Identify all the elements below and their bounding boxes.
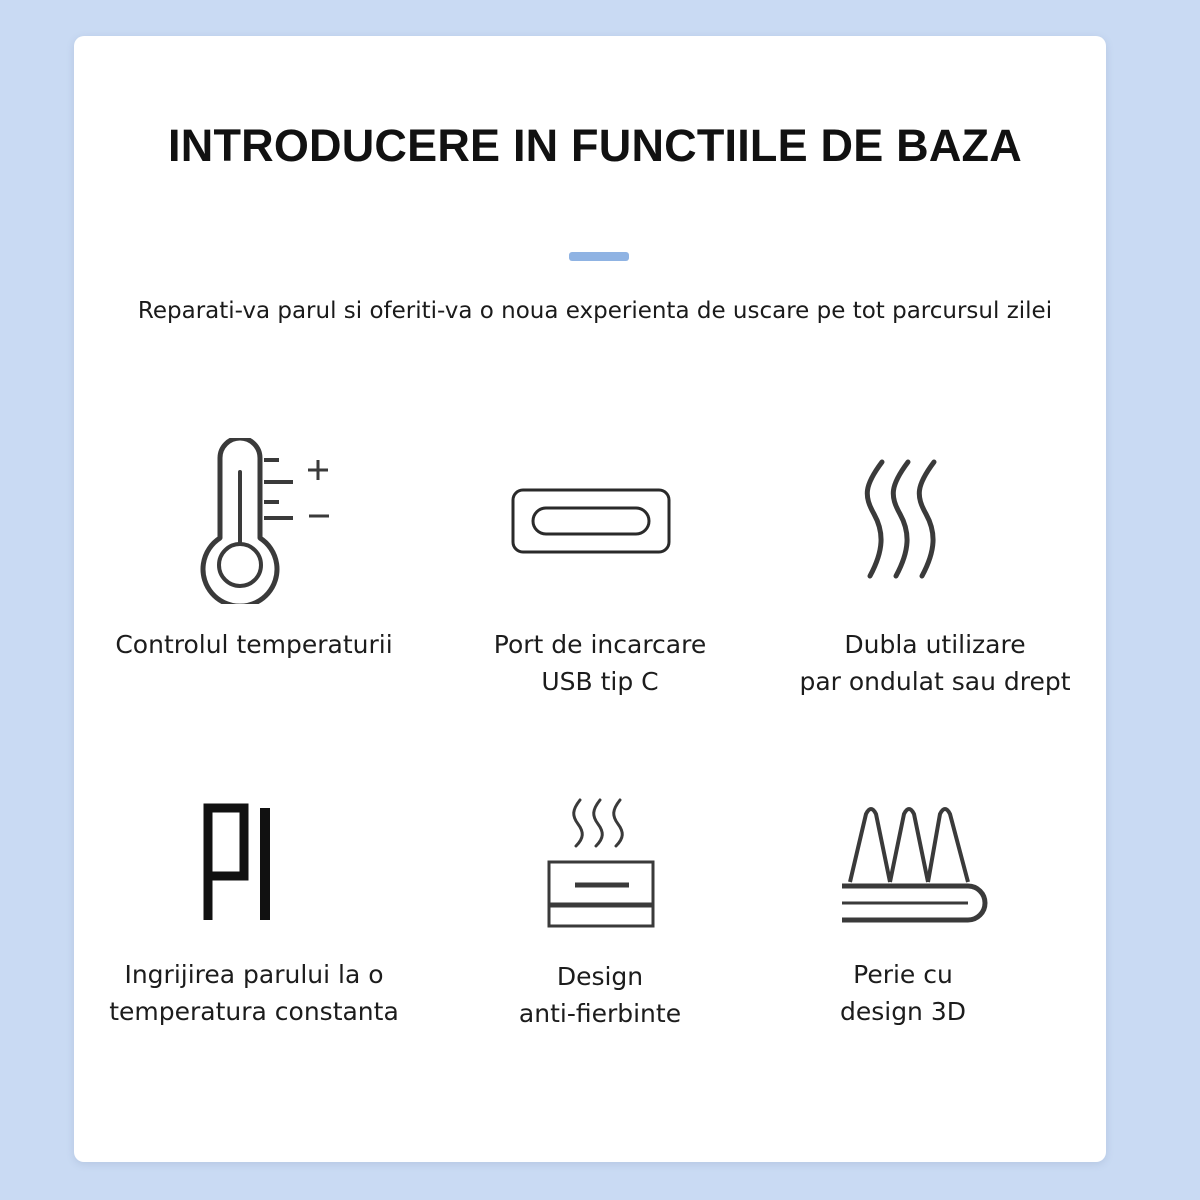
feature-label-line: Perie cu: [853, 960, 953, 989]
feature-label-dual-use: [765, 626, 1105, 700]
title-divider: [569, 252, 629, 261]
feature-label-line: anti-fierbinte: [518, 999, 682, 1028]
feature-label-usb-c: [430, 626, 770, 700]
feature-label-line: Controlul temperaturii: [115, 630, 393, 659]
feature-label-line: Design: [556, 962, 644, 991]
feature-label-anti-hot: [430, 958, 770, 1032]
feature-label-line: USB tip C: [541, 667, 659, 696]
page-subtitle: Reparati-va parul si oferiti-va o noua experienta de uscare pe tot parcursul zilei: [137, 298, 1053, 324]
feature-label-line: Ingrijirea parului la o: [124, 960, 384, 989]
feature-label-temperature-control: [84, 626, 424, 663]
pi-icon: [198, 800, 278, 924]
feature-label-3d-brush: [733, 956, 1073, 1030]
feature-label-constant-temperature: [84, 956, 424, 1030]
waves-icon: [856, 452, 956, 588]
feature-label-line: temperatura constanta: [109, 997, 399, 1026]
page-title: INTRODUCERE IN FUNCTIILE DE BAZA: [168, 120, 1022, 171]
feature-label-line: design 3D: [839, 997, 967, 1026]
feature-label-line: Port de incarcare: [493, 630, 707, 659]
brush-3d-icon: [836, 800, 992, 926]
feature-label-line: par ondulat sau drept: [799, 667, 1071, 696]
heat-plate-icon: [544, 794, 660, 930]
thermometer-icon: [196, 438, 336, 604]
usb-c-port-icon: [510, 486, 674, 558]
feature-label-line: Dubla utilizare: [844, 630, 1026, 659]
